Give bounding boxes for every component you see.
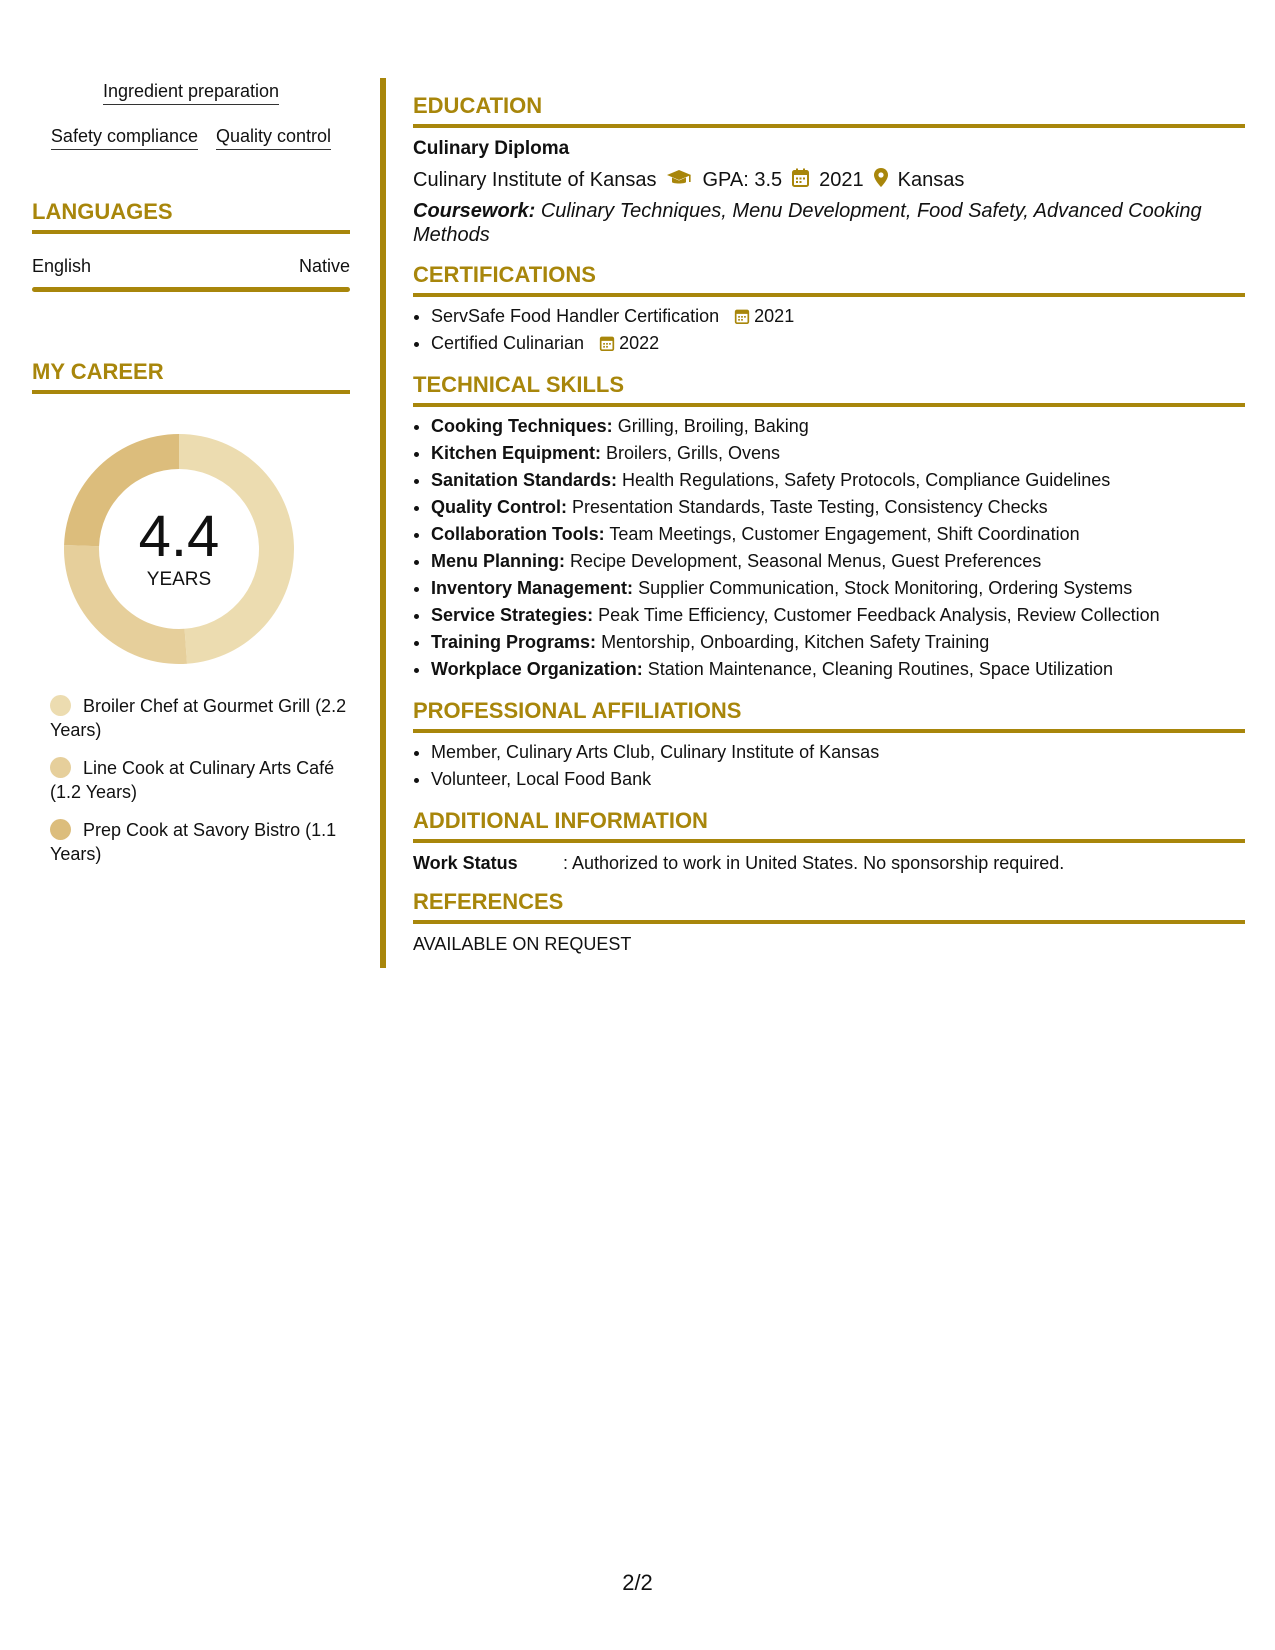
education-location: Kansas <box>897 169 965 191</box>
list-item <box>431 467 1245 494</box>
skill-label: Kitchen Equipment: <box>431 443 601 463</box>
legend-item <box>32 694 350 742</box>
affiliations-title: PROFESSIONAL AFFILIATIONS <box>413 698 742 723</box>
section-rule <box>413 920 1245 924</box>
section-rule <box>32 230 350 234</box>
coursework-label: Coursework: <box>413 200 536 222</box>
technical-skills-list <box>413 413 1245 683</box>
page-number: 2/2 <box>622 1570 653 1595</box>
legend-label: Prep Cook at Savory Bistro (1.1 Years) <box>50 820 337 864</box>
skill-value: Health Regulations, Safety Protocols, Compliance Guidelines <box>622 470 1111 490</box>
column-divider <box>380 78 386 968</box>
skill-value: Supplier Communication, Stock Monitoring, Ordering Systems <box>638 578 1133 598</box>
education-title: EDUCATION <box>413 93 543 118</box>
work-status-label: Work Status <box>413 853 518 873</box>
career-title: MY CAREER <box>32 359 164 384</box>
legend-label: Line Cook at Culinary Arts Café (1.2 Years) <box>50 758 335 802</box>
certifications-title: CERTIFICATIONS <box>413 262 596 287</box>
list-item: • Volunteer, Local Food Bank <box>431 766 1245 793</box>
affiliations-list <box>413 739 1245 793</box>
skill-value: Broilers, Grills, Ovens <box>606 443 781 463</box>
additional-info-section <box>413 807 1245 874</box>
languages-section <box>32 198 350 292</box>
career-legend <box>32 694 350 866</box>
certification-year: 2021 <box>754 306 795 326</box>
affiliations-section <box>413 697 1245 793</box>
section-rule <box>32 390 350 394</box>
degree: Culinary Diploma <box>413 138 570 159</box>
list-item <box>431 656 1245 683</box>
skill-value: Station Maintenance, Cleaning Routines, Space Utilization <box>647 659 1113 679</box>
skill-tag: Ingredient preparation <box>103 80 279 105</box>
skill-label: Inventory Management: <box>431 578 634 598</box>
skill-tag: Quality control <box>216 125 331 150</box>
list-item <box>431 303 1245 330</box>
work-status-row <box>413 853 1245 874</box>
career-donut-chart <box>64 434 294 664</box>
education-section <box>413 92 1245 247</box>
certifications-section <box>413 261 1245 357</box>
gpa: GPA: 3.5 <box>702 169 783 191</box>
legend-dot <box>50 819 71 840</box>
location-pin-icon <box>874 168 888 193</box>
institution: Culinary Institute of Kansas <box>413 169 657 191</box>
legend-item <box>32 756 350 804</box>
skill-value: Peak Time Efficiency, Customer Feedback Analysis, Review Collection <box>598 605 1160 625</box>
skill-label: Training Programs: <box>431 632 597 652</box>
skill-value: Recipe Development, Seasonal Menus, Guest Preferences <box>570 551 1042 571</box>
calendar-icon <box>599 335 615 351</box>
skill-label: Collaboration Tools: <box>431 524 605 544</box>
skill-value: Grilling, Broiling, Baking <box>617 416 809 436</box>
career-total-value: 4.4 <box>138 504 220 569</box>
list-item: • Member, Culinary Arts Club, Culinary Institute of Kansas <box>431 739 1245 766</box>
additional-info-title: ADDITIONAL INFORMATION <box>413 808 708 833</box>
legend-dot <box>50 757 71 778</box>
references-title: REFERENCES <box>413 889 564 914</box>
list-item <box>431 330 1245 357</box>
section-rule <box>413 839 1245 843</box>
legend-item <box>32 818 350 866</box>
career-total-unit: YEARS <box>146 569 212 590</box>
language-level: Native <box>298 256 350 276</box>
list-item <box>431 602 1245 629</box>
references-text: AVAILABLE ON REQUEST <box>413 934 632 954</box>
language-proficiency-bar <box>32 287 350 292</box>
section-rule <box>413 403 1245 407</box>
left-column <box>32 80 350 880</box>
legend-dot <box>50 695 71 716</box>
coursework <box>413 199 1245 247</box>
skill-value: Team Meetings, Customer Engagement, Shift Coordination <box>609 524 1080 544</box>
language-name: English <box>32 256 92 276</box>
skill-label: Workplace Organization: <box>431 659 643 679</box>
skill-tag: Safety compliance <box>51 125 198 150</box>
languages-title: LANGUAGES <box>32 199 173 224</box>
section-rule <box>413 293 1245 297</box>
education-year: 2021 <box>819 169 864 191</box>
skill-tags-row-2 <box>32 125 350 150</box>
list-item <box>431 440 1245 467</box>
skill-label: Menu Planning: <box>431 551 565 571</box>
education-details <box>413 168 1245 193</box>
language-row <box>32 256 350 277</box>
skill-value: Presentation Standards, Taste Testing, Consistency Checks <box>572 497 1048 517</box>
right-column <box>413 92 1245 955</box>
calendar-icon <box>792 168 809 193</box>
list-item <box>431 629 1245 656</box>
calendar-icon <box>734 308 750 324</box>
skill-tags-row-1 <box>32 80 350 105</box>
section-rule <box>413 729 1245 733</box>
certification-name: ServSafe Food Handler Certification <box>431 306 720 326</box>
skill-label: Sanitation Standards: <box>431 470 618 490</box>
work-status-value: : Authorized to work in United States. No sponsorship required. <box>563 853 1065 873</box>
legend-label: Broiler Chef at Gourmet Grill (2.2 Years) <box>50 696 347 740</box>
skill-label: Service Strategies: <box>431 605 594 625</box>
donut-center <box>64 434 294 664</box>
section-rule <box>413 124 1245 128</box>
list-item <box>431 494 1245 521</box>
skill-label: Quality Control: <box>431 497 567 517</box>
career-section <box>32 358 350 866</box>
list-item <box>431 548 1245 575</box>
certification-name: Certified Culinarian <box>431 333 585 353</box>
technical-skills-section <box>413 371 1245 683</box>
technical-skills-title: TECHNICAL SKILLS <box>413 372 625 397</box>
graduation-cap-icon <box>666 169 692 193</box>
skill-label: Cooking Techniques: <box>431 416 613 436</box>
certification-year: 2022 <box>619 333 660 353</box>
list-item <box>431 413 1245 440</box>
skill-value: Mentorship, Onboarding, Kitchen Safety Training <box>601 632 990 652</box>
coursework-text: Culinary Techniques, Menu Development, Food Safety, Advanced Cooking Methods <box>413 200 1202 246</box>
references-section <box>413 888 1245 955</box>
list-item <box>431 575 1245 602</box>
certifications-list <box>413 303 1245 357</box>
list-item <box>431 521 1245 548</box>
